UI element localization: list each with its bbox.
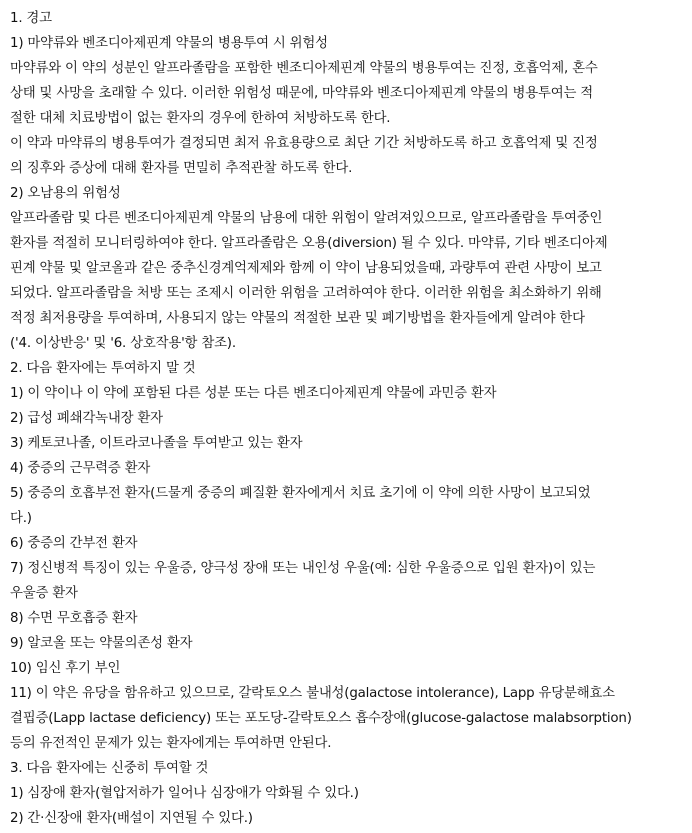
paragraph-line: 알프라졸람 및 다른 벤조디아제핀계 약물의 남용에 대한 위험이 알려져있으므로, 알프라졸람을 투여중인 [10,211,603,226]
subheading-abuse-risk: 2) 오남용의 위험성 [10,186,121,201]
paragraph-line: 절한 대체 치료방법이 없는 환자의 경우에 한하여 처방하도록 한다. [10,111,391,126]
list-item: 5) 중증의 호흡부전 환자(드물게 중증의 폐질환 환자에게서 치료 초기에 이 약에 의한 사망이 보고되었 [10,486,591,501]
paragraph-line: 상태 및 사망을 초래할 수 있다. 이러한 위험성 때문에, 마약류와 벤조디아제핀계 약물의 병용투여는 적 [10,86,593,101]
subheading-concomitant-risk: 1) 마약류와 벤조디아제핀계 약물의 병용투여 시 위험성 [10,36,328,51]
paragraph-line: 핀계 약물 및 알코올과 같은 중추신경계억제제와 함께 이 약이 남용되었을때, 과량투여 관련 사망이 보고 [10,261,602,276]
paragraph-line: 되었다. 알프라졸람을 처방 또는 조제시 이러한 위험을 고려하여야 한다. 이러한 위험을 최소화하기 위해 [10,286,602,301]
list-item: 3) 케토코나졸, 이트라코나졸을 투여받고 있는 환자 [10,436,303,451]
list-item: 2) 간·신장애 환자(배설이 지연될 수 있다.) [10,811,253,826]
section-heading-caution: 3. 다음 환자에는 신중히 투여할 것 [10,761,209,776]
paragraph-line: 마약류와 이 약의 성분인 알프라졸람을 포함한 벤조디아제핀계 약물의 병용투여는 진정, 호흡억제, 혼수 [10,61,598,76]
list-item: 10) 임신 후기 부인 [10,661,121,676]
list-item: 1) 이 약이나 이 약에 포함된 다른 성분 또는 다른 벤조디아제핀계 약물에 과민증 환자 [10,386,497,401]
paragraph-line: 의 징후와 증상에 대해 환자를 면밀히 추적관찰 하도록 한다. [10,161,353,176]
paragraph-line: 환자를 적절히 모니터링하여야 한다. 알프라졸람은 오용(diversion) 될 수 있다. 마약류, 기타 벤조디아제 [10,236,608,251]
list-item: 7) 정신병적 특징이 있는 우울증, 양극성 장애 또는 내인성 우울(예: 심한 우울증으로 입원 환자)이 있는 [10,561,596,576]
paragraph-line: 이 약과 마약류의 병용투여가 결정되면 최저 유효용량으로 최단 기간 처방하도록 하고 호흡억제 및 진정 [10,136,598,151]
list-item-continuation: 우울증 환자 [10,586,78,601]
list-item: 2) 급성 폐쇄각녹내장 환자 [10,411,163,426]
list-item: 6) 중증의 간부전 환자 [10,536,138,551]
section-heading-contraindications: 2. 다음 환자에는 투여하지 말 것 [10,361,196,376]
section-heading-warning: 1. 경고 [10,11,52,26]
list-item-continuation: 등의 유전적인 문제가 있는 환자에게는 투여하면 안된다. [10,736,332,751]
list-item: 4) 중증의 근무력증 환자 [10,461,151,476]
list-item-continuation: 결핍증(Lapp lactase deficiency) 또는 포도당-갈락토오스 흡수장애(glucose-galactose malabsorption) [10,711,632,726]
list-item: 1) 심장애 환자(혈압저하가 일어나 심장애가 악화될 수 있다.) [10,786,359,801]
list-item: 9) 알코올 또는 약물의존성 환자 [10,636,193,651]
list-item: 8) 수면 무호흡증 환자 [10,611,138,626]
list-item: 11) 이 약은 유당을 함유하고 있으므로, 갈락토오스 불내성(galactose intolerance), Lapp 유당분해효소 [10,686,615,701]
paragraph-line: 적정 최저용량을 투여하며, 사용되지 않는 약물의 적절한 보관 및 폐기방법을 환자들에게 알려야 한다 [10,311,585,326]
paragraph-line: ('4. 이상반응' 및 '6. 상호작용'항 참조). [10,336,236,351]
list-item-continuation: 다.) [10,511,32,526]
